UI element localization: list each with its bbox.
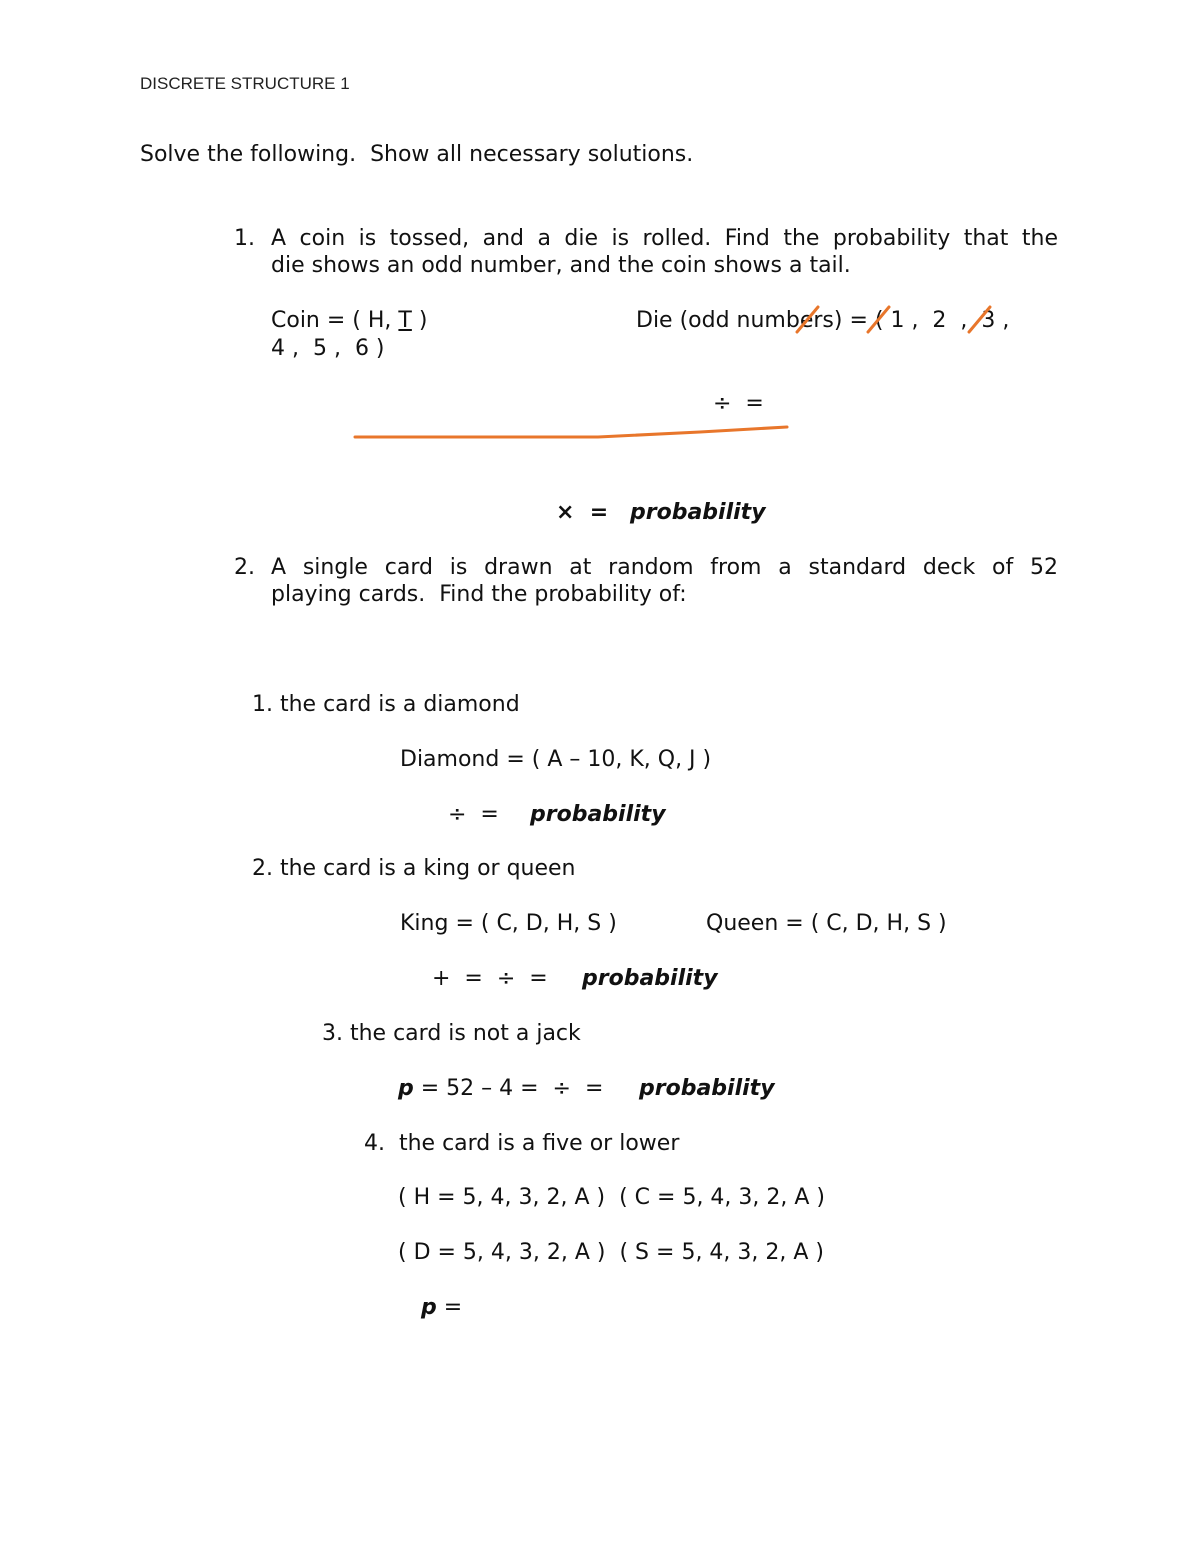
instructions: Solve the following. Show all necessary solutions.: [140, 142, 694, 167]
q2-part4-label: 4. the card is a five or lower: [364, 1131, 680, 1156]
q2-part1-equation: ÷ =: [448, 802, 499, 827]
queen-set: Queen = ( C, D, H, S ): [706, 911, 947, 936]
q2-part4-equation: [421, 1297, 462, 1319]
q2-part3-equation: [398, 1078, 603, 1100]
coin-tail: T: [398, 308, 412, 333]
q2-part3-equation-text: = 52 – 4 = ÷ =: [413, 1076, 604, 1101]
suits-row-2: ( D = 5, 4, 3, 2, A ) ( S = 5, 4, 3, 2, A ): [398, 1240, 825, 1265]
die-set-continued: 4 , 5 , 6 ): [271, 336, 385, 361]
q1-number: 1.: [234, 226, 255, 251]
diamond-set: Diamond = ( A – 10, K, Q, J ): [400, 747, 712, 772]
q2-part1-label: 1. the card is a diamond: [252, 692, 520, 717]
king-set: King = ( C, D, H, S ): [400, 911, 617, 936]
q2-part3-probability: probability: [639, 1076, 775, 1101]
coin-set-suffix: ): [411, 308, 428, 333]
page-header: DISCRETE STRUCTURE 1: [140, 74, 350, 93]
suits-row-1: ( H = 5, 4, 3, 2, A ) ( C = 5, 4, 3, 2, A ): [398, 1185, 826, 1210]
q2-part2-label: 2. the card is a king or queen: [252, 856, 576, 881]
q2-part3-label: 3. the card is not a jack: [322, 1021, 581, 1046]
coin-set-prefix: Coin = ( H,: [271, 308, 399, 333]
underline-stroke: [355, 427, 787, 437]
q1-multiplication-equation: × =: [556, 500, 609, 525]
p-variable: p: [398, 1076, 414, 1101]
q2-part2-probability: probability: [582, 966, 718, 991]
q2-text-line2: playing cards. Find the probability of:: [271, 582, 687, 607]
p-variable: p: [421, 1295, 437, 1320]
q1-text-line2: die shows an odd number, and the coin shows a tail.: [271, 253, 851, 278]
q2-text-line1: A single card is drawn at random from a standard deck of 52: [271, 555, 1058, 580]
q1-probability-label: probability: [630, 500, 766, 525]
q2-number: 2.: [234, 555, 255, 580]
die-set: Die (odd numbers) = ( 1 , 2 , 3 ,: [636, 308, 1010, 333]
q1-division-equation: ÷ =: [713, 391, 764, 416]
q1-text-line1: A coin is tossed, and a die is rolled. Find the probability that the: [271, 226, 1058, 251]
coin-set: [271, 310, 427, 332]
q2-part4-equation-text: =: [436, 1295, 463, 1320]
q2-part1-probability: probability: [530, 802, 666, 827]
q2-part2-equation: + = ÷ =: [432, 966, 548, 991]
